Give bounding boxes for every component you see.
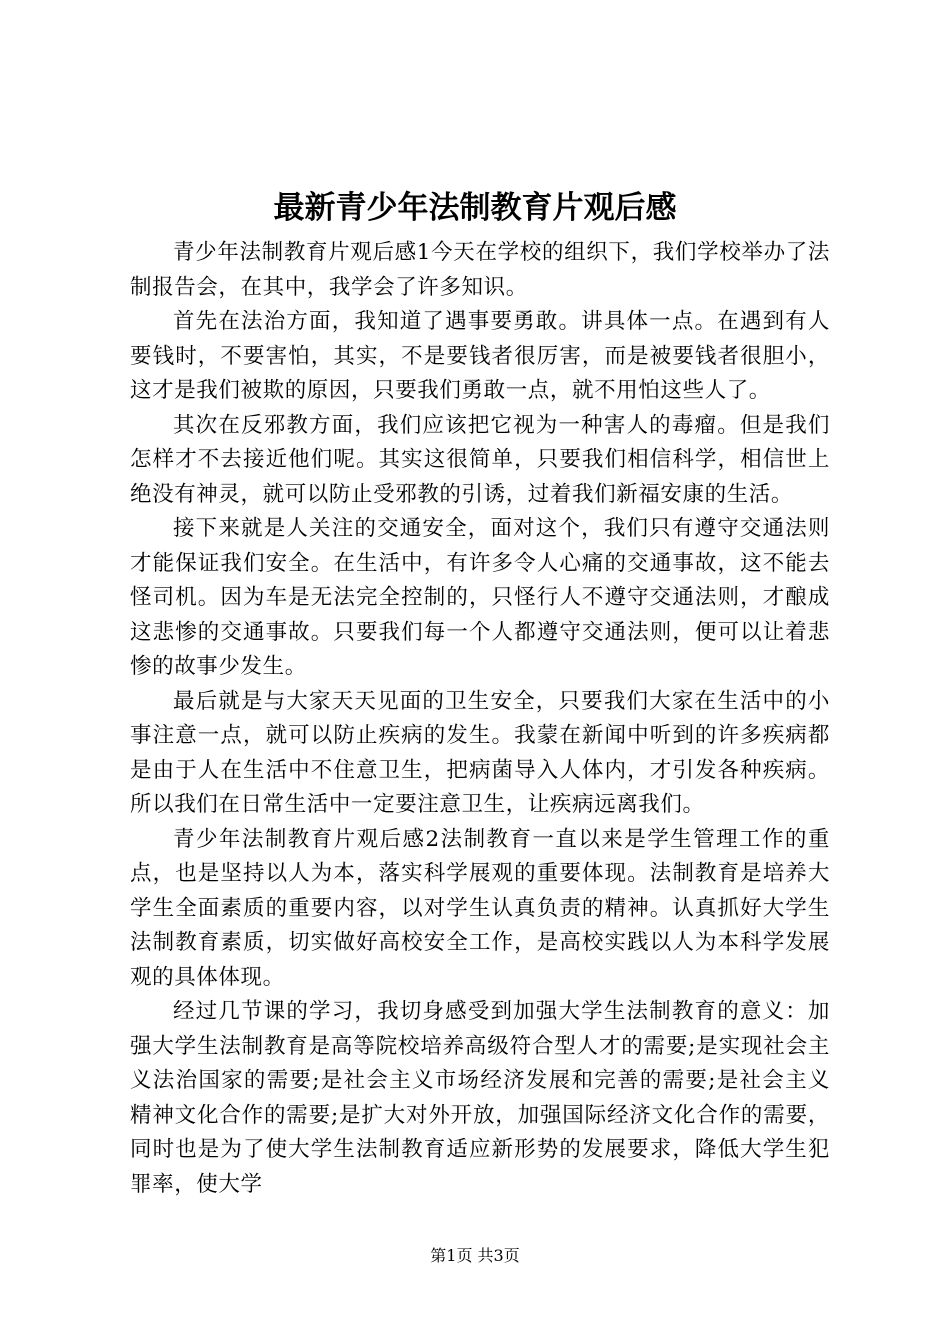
paragraph: 接下来就是人关注的交通安全，面对这个，我们只有遵守交通法则才能保证我们安全。在生活中，有许多令人心痛的交通事故，这不能去怪司机。因为车是无法完全控制的，只怪行人不遵守交通法则，才酿成这悲惨的交通事故。只要我们每一个人都遵守交通法则，便可以让着悲惨的故事少发生。 (130, 516, 830, 679)
document-body (130, 236, 830, 1202)
page-footer: 第1页 共3页 (430, 1246, 520, 1265)
paragraph: 青少年法制教育片观后感2法制教育一直以来是学生管理工作的重点，也是坚持以人为本，落实科学展观的重要体现。法制教育是培养大学生全面素质的重要内容，以对学生认真负责的精神。认真抓好大学生法制教育素质，切实做好高校安全工作，是高校实践以人为本科学发展观的具体体现。 (130, 826, 830, 990)
paragraph: 青少年法制教育片观后感1今天在学校的组织下，我们学校举办了法制报告会，在其中，我学会了许多知识。 (130, 240, 830, 300)
paragraph: 经过几节课的学习，我切身感受到加强大学生法制教育的意义：加强大学生法制教育是高等院校培养高级符合型人才的需要;是实现社会主义法治国家的需要;是社会主义市场经济发展和完善的需要;是社会主义精神文化合作的需要;是扩大对外开放，加强国际经济文化合作的需要，同时也是为了使大学生法制教育适应新形势的发展要求，降低大学生犯罪率，使大学 (130, 999, 830, 1197)
paragraph: 首先在法治方面，我知道了遇事要勇敢。讲具体一点。在遇到有人要钱时，不要害怕，其实，不是要钱者很厉害，而是被要钱者很胆小，这才是我们被欺的原因，只要我们勇敢一点，就不用怕这些人了。 (130, 309, 830, 403)
paragraph: 最后就是与大家天天见面的卫生安全，只要我们大家在生活中的小事注意一点，就可以防止疾病的发生。我蒙在新闻中听到的许多疾病都是由于人在生活中不住意卫生，把病菌导入人体内，才引发各种疾病。所以我们在日常生活中一定要注意卫生，让疾病远离我们。 (130, 688, 830, 817)
paragraph: 其次在反邪教方面，我们应该把它视为一种害人的毒瘤。但是我们怎样才不去接近他们呢。其实这很简单，只要我们相信科学，相信世上绝没有神灵，就可以防止受邪教的引诱，过着我们新福安康的生活。 (130, 412, 830, 507)
document-title: 最新青少年法制教育片观后感 (273, 190, 677, 226)
